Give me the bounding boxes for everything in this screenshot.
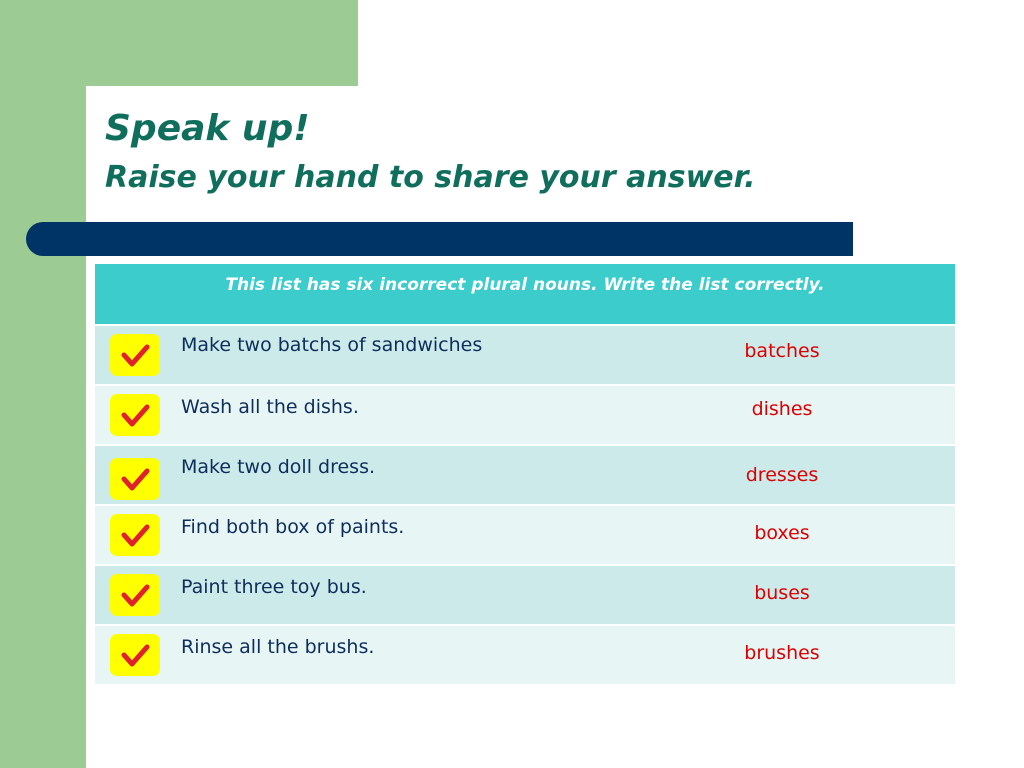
check-mark-icon (120, 640, 150, 670)
table-row (95, 504, 955, 564)
table-row (95, 444, 955, 504)
row-sentence: Make two doll dress. (181, 456, 376, 478)
check-box (110, 334, 160, 376)
check-box (110, 574, 160, 616)
table-row (95, 324, 955, 384)
plural-nouns-table (95, 264, 955, 684)
check-box (110, 458, 160, 500)
top-green-block (0, 0, 358, 86)
slide-subtitle: Raise your hand to share your answer. (105, 160, 756, 195)
navy-divider-bar (26, 222, 853, 256)
row-answer: brushes (744, 642, 820, 664)
check-mark-icon (120, 580, 150, 610)
check-box (110, 634, 160, 676)
row-answer: buses (754, 582, 810, 604)
row-sentence: Rinse all the brushs. (181, 636, 375, 658)
table-row (95, 564, 955, 624)
row-answer: boxes (754, 522, 810, 544)
row-sentence: Wash all the dishs. (181, 396, 359, 418)
table-row (95, 384, 955, 444)
row-sentence: Make two batchs of sandwiches (181, 334, 483, 356)
check-mark-icon (120, 520, 150, 550)
check-box (110, 514, 160, 556)
row-answer: batches (744, 340, 820, 362)
check-mark-icon (120, 400, 150, 430)
check-mark-icon (120, 340, 150, 370)
table-row (95, 624, 955, 684)
row-sentence: Find both box of paints. (181, 516, 405, 538)
table-header: This list has six incorrect plural nouns. Write the list correctly. (95, 264, 955, 324)
check-box (110, 394, 160, 436)
slide-title: Speak up! (105, 108, 310, 149)
row-answer: dresses (745, 464, 819, 486)
left-green-bar (0, 0, 86, 768)
row-answer: dishes (751, 398, 813, 420)
check-mark-icon (120, 464, 150, 494)
row-sentence: Paint three toy bus. (181, 576, 367, 598)
